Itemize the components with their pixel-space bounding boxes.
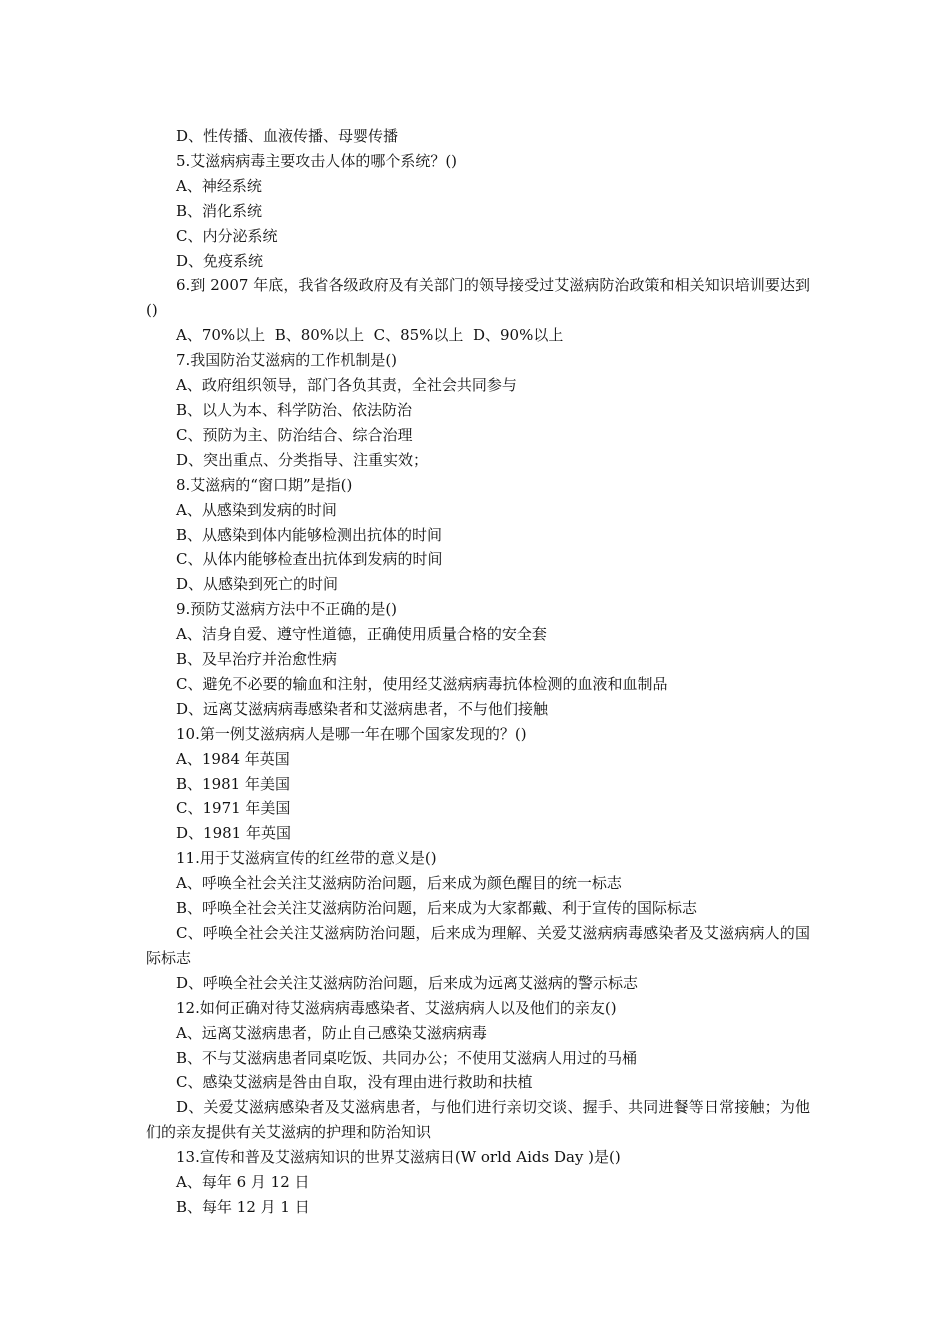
text-line: D、关爱艾滋病感染者及艾滋病患者，与他们进行亲切交谈、握手、共同进餐等日常接触；为他们的亲友提供有关艾滋病的护理和防治知识 (146, 1098, 810, 1142)
text-line: C、从体内能够检查出抗体到发病的时间 (176, 550, 443, 569)
text-line: C、内分泌系统 (176, 226, 278, 245)
text-line: D、1981 年英国 (176, 824, 291, 843)
text-line: B、每年 12 月 1 日 (176, 1197, 310, 1216)
question-10: 10.第一例艾滋病病人是哪一年在哪个国家发现的？() (176, 724, 527, 743)
text-line: D、突出重点、分类指导、注重实效； (176, 450, 429, 469)
text-line: A、远离艾滋病患者，防止自己感染艾滋病病毒 (176, 1023, 487, 1042)
question-6: 6.到 2007 年底，我省各级政府及有关部门的领导接受过艾滋病防治政策和相关知识培训要达到() (146, 276, 810, 320)
text-line: B、从感染到体内能够检测出抗体的时间 (176, 525, 443, 544)
text-line: B、及早治疗并治愈性病 (176, 650, 338, 669)
text-line: C、呼唤全社会关注艾滋病防治问题，后来成为理解、关爱艾滋病病毒感染者及艾滋病病人的国际标志 (146, 924, 810, 967)
text-line: C、预防为主、防治结合、综合治理 (176, 425, 413, 444)
document-body (146, 124, 810, 1220)
text-line: A、洁身自爱、遵守性道德，正确使用质量合格的安全套 (176, 625, 547, 644)
text-line: A、从感染到发病的时间 (176, 500, 337, 519)
text-line: B、1981 年美国 (176, 774, 290, 793)
text-line: A、政府组织领导，部门各负其责，全社会共同参与 (176, 376, 517, 395)
question-12: 12.如何正确对待艾滋病病毒感染者、艾滋病病人以及他们的亲友() (176, 998, 617, 1017)
text-line: B、不与艾滋病患者同桌吃饭、共同办公；不使用艾滋病人用过的马桶 (176, 1048, 638, 1067)
text-line: D、性传播、血液传播、母婴传播 (176, 127, 399, 145)
text-line: A、呼唤全社会关注艾滋病防治问题，后来成为颜色醒目的统一标志 (176, 874, 622, 893)
question-11: 11.用于艾滋病宣传的红丝带的意义是() (176, 849, 437, 868)
question-5: 5.艾滋病病毒主要攻击人体的哪个系统？() (176, 151, 458, 170)
text-line: B、消化系统 (176, 201, 263, 220)
text-line: D、免疫系统 (176, 251, 264, 270)
text-line: A、每年 6 月 12 日 (176, 1173, 310, 1192)
text-line: C、1971 年美国 (176, 799, 291, 818)
text-line: D、远离艾滋病病毒感染者和艾滋病患者，不与他们接触 (176, 699, 549, 718)
text-line: A、1984 年英国 (176, 749, 290, 768)
text-line: A、70%以上 B、80%以上 C、85%以上 D、90%以上 (176, 326, 564, 345)
text-line: B、以人为本、科学防治、依法防治 (176, 400, 413, 419)
text-line: A、神经系统 (176, 176, 262, 195)
question-9: 9.预防艾滋病方法中不正确的是() (176, 600, 398, 619)
text-line: C、避免不必要的输血和注射，使用经艾滋病病毒抗体检测的血液和血制品 (176, 674, 668, 693)
text-line: C、感染艾滋病是咎由自取，没有理由进行救助和扶植 (176, 1073, 533, 1092)
question-13: 13.宣传和普及艾滋病知识的世界艾滋病日(W orld Aids Day )是() (176, 1148, 621, 1167)
text-line: D、呼唤全社会关注艾滋病防治问题，后来成为远离艾滋病的警示标志 (176, 973, 639, 992)
question-8: 8.艾滋病的“窗口期”是指() (176, 475, 353, 494)
text-line: B、呼唤全社会关注艾滋病防治问题，后来成为大家都戴、利于宣传的国际标志 (176, 899, 698, 918)
text-line: D、从感染到死亡的时间 (176, 575, 339, 594)
question-7: 7.我国防治艾滋病的工作机制是() (176, 351, 398, 370)
